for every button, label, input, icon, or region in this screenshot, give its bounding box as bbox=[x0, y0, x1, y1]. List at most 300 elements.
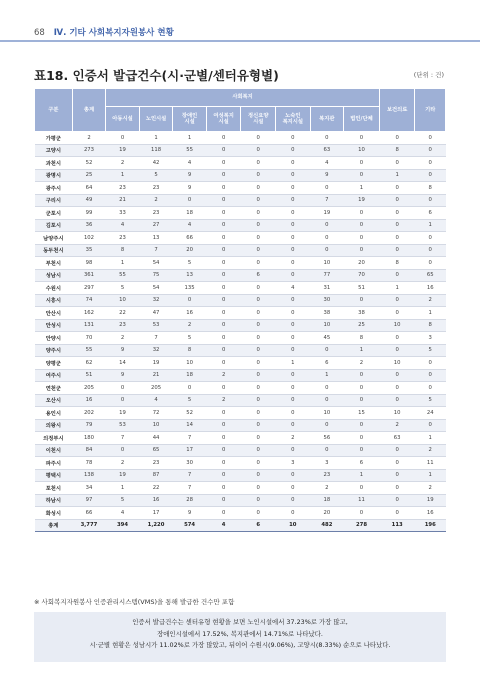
value-cell: 0 bbox=[276, 382, 311, 395]
table-row bbox=[35, 232, 446, 245]
value-cell: 1 bbox=[344, 344, 380, 357]
value-cell: 66 bbox=[173, 232, 207, 245]
region-cell: 의왕시 bbox=[35, 419, 73, 432]
page-header bbox=[34, 26, 174, 38]
value-cell: 66 bbox=[72, 507, 106, 520]
value-cell: 6 bbox=[241, 519, 276, 532]
value-cell: 0 bbox=[379, 157, 415, 170]
value-cell: 1 bbox=[106, 482, 140, 495]
value-cell: 47 bbox=[139, 307, 173, 320]
value-cell: 1 bbox=[139, 132, 173, 145]
value-cell: 23 bbox=[310, 469, 344, 482]
value-cell: 2 bbox=[72, 132, 106, 145]
value-cell: 0 bbox=[344, 369, 380, 382]
value-cell: 9 bbox=[173, 182, 207, 195]
value-cell: 0 bbox=[241, 507, 276, 520]
value-cell: 0 bbox=[276, 244, 311, 257]
value-cell: 8 bbox=[379, 257, 415, 270]
value-cell: 0 bbox=[415, 157, 446, 170]
region-cell: 구리시 bbox=[35, 194, 73, 207]
table-row bbox=[35, 144, 446, 157]
value-cell: 0 bbox=[415, 169, 446, 182]
value-cell: 0 bbox=[379, 507, 415, 520]
value-cell: 0 bbox=[344, 169, 380, 182]
value-cell: 0 bbox=[344, 419, 380, 432]
region-cell: 오산시 bbox=[35, 394, 73, 407]
value-cell: 0 bbox=[276, 207, 311, 220]
value-cell: 273 bbox=[72, 144, 106, 157]
table-row bbox=[35, 332, 446, 345]
value-cell: 3 bbox=[276, 457, 311, 470]
value-cell: 16 bbox=[415, 507, 446, 520]
value-cell: 0 bbox=[106, 132, 140, 145]
value-cell: 1 bbox=[106, 257, 140, 270]
value-cell: 2 bbox=[139, 194, 173, 207]
value-cell: 0 bbox=[206, 169, 241, 182]
value-cell: 54 bbox=[139, 257, 173, 270]
value-cell: 7 bbox=[173, 469, 207, 482]
region-cell: 양평군 bbox=[35, 357, 73, 370]
header-row-1 bbox=[35, 89, 446, 107]
value-cell: 0 bbox=[344, 232, 380, 245]
value-cell: 21 bbox=[106, 194, 140, 207]
value-cell: 0 bbox=[206, 307, 241, 320]
value-cell: 23 bbox=[106, 319, 140, 332]
value-cell: 8 bbox=[415, 319, 446, 332]
table-row bbox=[35, 432, 446, 445]
value-cell: 9 bbox=[106, 369, 140, 382]
value-cell: 5 bbox=[173, 332, 207, 345]
value-cell: 131 bbox=[72, 319, 106, 332]
value-cell: 0 bbox=[379, 482, 415, 495]
value-cell: 70 bbox=[72, 332, 106, 345]
value-cell: 0 bbox=[206, 232, 241, 245]
value-cell: 34 bbox=[72, 482, 106, 495]
value-cell: 0 bbox=[415, 357, 446, 370]
table-row bbox=[35, 382, 446, 395]
value-cell: 9 bbox=[173, 507, 207, 520]
value-cell: 118 bbox=[139, 144, 173, 157]
value-cell: 4 bbox=[106, 219, 140, 232]
value-cell: 0 bbox=[415, 419, 446, 432]
value-cell: 0 bbox=[241, 482, 276, 495]
value-cell: 0 bbox=[206, 419, 241, 432]
value-cell: 23 bbox=[139, 457, 173, 470]
header-health: 보건의료 bbox=[379, 89, 415, 132]
table-row bbox=[35, 207, 446, 220]
table-row bbox=[35, 457, 446, 470]
value-cell: 0 bbox=[415, 132, 446, 145]
value-cell: 33 bbox=[106, 207, 140, 220]
value-cell: 0 bbox=[241, 457, 276, 470]
value-cell: 14 bbox=[106, 357, 140, 370]
value-cell: 38 bbox=[310, 307, 344, 320]
value-cell: 0 bbox=[344, 507, 380, 520]
page-number: 68 bbox=[34, 28, 45, 38]
value-cell: 1 bbox=[344, 182, 380, 195]
value-cell: 9 bbox=[106, 344, 140, 357]
value-cell: 0 bbox=[276, 419, 311, 432]
table-row bbox=[35, 494, 446, 507]
value-cell: 4 bbox=[139, 394, 173, 407]
region-cell: 화성시 bbox=[35, 507, 73, 520]
value-cell: 0 bbox=[241, 307, 276, 320]
table-row bbox=[35, 444, 446, 457]
value-cell: 0 bbox=[206, 282, 241, 295]
value-cell: 0 bbox=[344, 294, 380, 307]
value-cell: 16 bbox=[72, 394, 106, 407]
value-cell: 1 bbox=[415, 469, 446, 482]
table-total-row bbox=[35, 519, 446, 532]
value-cell: 8 bbox=[173, 344, 207, 357]
value-cell: 180 bbox=[72, 432, 106, 445]
header-welfare-col: 노숙인 복지시설 bbox=[276, 107, 311, 132]
unit-label: (단위 : 건) bbox=[413, 71, 444, 79]
value-cell: 24 bbox=[415, 407, 446, 420]
value-cell: 0 bbox=[276, 319, 311, 332]
value-cell: 0 bbox=[379, 457, 415, 470]
value-cell: 0 bbox=[379, 332, 415, 345]
value-cell: 19 bbox=[310, 207, 344, 220]
value-cell: 8 bbox=[415, 182, 446, 195]
value-cell: 1,220 bbox=[139, 519, 173, 532]
table-row bbox=[35, 269, 446, 282]
value-cell: 75 bbox=[139, 269, 173, 282]
value-cell: 20 bbox=[173, 244, 207, 257]
value-cell: 5 bbox=[106, 494, 140, 507]
value-cell: 297 bbox=[72, 282, 106, 295]
value-cell: 0 bbox=[173, 194, 207, 207]
value-cell: 0 bbox=[344, 444, 380, 457]
value-cell: 19 bbox=[415, 494, 446, 507]
summary-line: 인증서 발급건수는 센터유형 현황을 보면 노인시설에서 37.23%로 가장 많고, bbox=[132, 618, 348, 626]
value-cell: 5 bbox=[415, 344, 446, 357]
value-cell: 0 bbox=[276, 257, 311, 270]
value-cell: 0 bbox=[379, 294, 415, 307]
value-cell: 0 bbox=[415, 382, 446, 395]
value-cell: 0 bbox=[241, 432, 276, 445]
value-cell: 0 bbox=[206, 182, 241, 195]
value-cell: 0 bbox=[206, 332, 241, 345]
value-cell: 0 bbox=[344, 157, 380, 170]
table-row bbox=[35, 369, 446, 382]
value-cell: 0 bbox=[241, 182, 276, 195]
value-cell: 0 bbox=[379, 344, 415, 357]
value-cell: 2 bbox=[206, 369, 241, 382]
value-cell: 7 bbox=[106, 432, 140, 445]
value-cell: 2 bbox=[206, 394, 241, 407]
value-cell: 0 bbox=[276, 169, 311, 182]
value-cell: 1 bbox=[106, 169, 140, 182]
value-cell: 2 bbox=[415, 294, 446, 307]
value-cell: 0 bbox=[206, 319, 241, 332]
table-row bbox=[35, 482, 446, 495]
summary-line: 장애인시설에서 17.52%, 복지관에서 14.71%로 나타났다. bbox=[157, 629, 323, 638]
value-cell: 55 bbox=[106, 269, 140, 282]
region-cell: 남양주시 bbox=[35, 232, 73, 245]
table-body bbox=[35, 132, 446, 532]
value-cell: 10 bbox=[173, 357, 207, 370]
value-cell: 0 bbox=[241, 469, 276, 482]
table-row bbox=[35, 407, 446, 420]
value-cell: 7 bbox=[310, 194, 344, 207]
value-cell: 10 bbox=[310, 319, 344, 332]
value-cell: 361 bbox=[72, 269, 106, 282]
value-cell: 0 bbox=[379, 494, 415, 507]
value-cell: 0 bbox=[415, 144, 446, 157]
value-cell: 0 bbox=[276, 269, 311, 282]
value-cell: 0 bbox=[379, 444, 415, 457]
value-cell: 0 bbox=[206, 294, 241, 307]
value-cell: 0 bbox=[276, 332, 311, 345]
header-welfare-col: 법인/단체 bbox=[344, 107, 380, 132]
header-welfare-col: 여성복지 시설 bbox=[206, 107, 241, 132]
value-cell: 97 bbox=[72, 494, 106, 507]
value-cell: 0 bbox=[206, 144, 241, 157]
value-cell: 63 bbox=[379, 432, 415, 445]
value-cell: 35 bbox=[72, 244, 106, 257]
value-cell: 19 bbox=[106, 469, 140, 482]
value-cell: 0 bbox=[379, 132, 415, 145]
value-cell: 0 bbox=[241, 344, 276, 357]
value-cell: 0 bbox=[415, 257, 446, 270]
value-cell: 4 bbox=[276, 282, 311, 295]
value-cell: 0 bbox=[241, 319, 276, 332]
value-cell: 394 bbox=[106, 519, 140, 532]
value-cell: 16 bbox=[415, 282, 446, 295]
value-cell: 0 bbox=[379, 182, 415, 195]
value-cell: 87 bbox=[139, 469, 173, 482]
value-cell: 49 bbox=[72, 194, 106, 207]
value-cell: 27 bbox=[139, 219, 173, 232]
value-cell: 16 bbox=[173, 307, 207, 320]
value-cell: 0 bbox=[310, 419, 344, 432]
value-cell: 20 bbox=[310, 507, 344, 520]
value-cell: 0 bbox=[206, 457, 241, 470]
value-cell: 65 bbox=[415, 269, 446, 282]
value-cell: 13 bbox=[139, 232, 173, 245]
value-cell: 205 bbox=[72, 382, 106, 395]
value-cell: 0 bbox=[344, 219, 380, 232]
value-cell: 0 bbox=[206, 244, 241, 257]
value-cell: 4 bbox=[106, 507, 140, 520]
value-cell: 19 bbox=[139, 357, 173, 370]
value-cell: 0 bbox=[344, 482, 380, 495]
value-cell: 0 bbox=[276, 144, 311, 157]
value-cell: 52 bbox=[173, 407, 207, 420]
value-cell: 53 bbox=[139, 319, 173, 332]
value-cell: 62 bbox=[72, 357, 106, 370]
value-cell: 10 bbox=[310, 257, 344, 270]
value-cell: 0 bbox=[173, 294, 207, 307]
region-cell: 동두천시 bbox=[35, 244, 73, 257]
region-cell: 이천시 bbox=[35, 444, 73, 457]
value-cell: 0 bbox=[206, 157, 241, 170]
value-cell: 78 bbox=[72, 457, 106, 470]
value-cell: 2 bbox=[173, 319, 207, 332]
value-cell: 0 bbox=[241, 132, 276, 145]
value-cell: 0 bbox=[276, 369, 311, 382]
table-row bbox=[35, 307, 446, 320]
table-row bbox=[35, 294, 446, 307]
value-cell: 0 bbox=[241, 444, 276, 457]
value-cell: 0 bbox=[206, 132, 241, 145]
value-cell: 28 bbox=[173, 494, 207, 507]
table-title: 표18. 인증서 발급건수(시·군별/센터유형별) bbox=[34, 68, 279, 83]
value-cell: 162 bbox=[72, 307, 106, 320]
value-cell: 23 bbox=[139, 207, 173, 220]
value-cell: 6 bbox=[344, 457, 380, 470]
value-cell: 0 bbox=[206, 257, 241, 270]
value-cell: 278 bbox=[344, 519, 380, 532]
value-cell: 0 bbox=[276, 219, 311, 232]
value-cell: 0 bbox=[379, 269, 415, 282]
value-cell: 45 bbox=[310, 332, 344, 345]
value-cell: 135 bbox=[173, 282, 207, 295]
value-cell: 0 bbox=[241, 244, 276, 257]
table-row bbox=[35, 394, 446, 407]
value-cell: 98 bbox=[72, 257, 106, 270]
value-cell: 0 bbox=[241, 257, 276, 270]
value-cell: 202 bbox=[72, 407, 106, 420]
region-cell: 군포시 bbox=[35, 207, 73, 220]
value-cell: 23 bbox=[106, 182, 140, 195]
value-cell: 19 bbox=[106, 407, 140, 420]
value-cell: 0 bbox=[415, 369, 446, 382]
value-cell: 0 bbox=[379, 369, 415, 382]
value-cell: 0 bbox=[276, 444, 311, 457]
value-cell: 0 bbox=[241, 157, 276, 170]
value-cell: 0 bbox=[241, 207, 276, 220]
value-cell: 44 bbox=[139, 432, 173, 445]
value-cell: 0 bbox=[206, 494, 241, 507]
value-cell: 0 bbox=[415, 232, 446, 245]
summary-line: 시·군별 현황은 성남시가 11.02%로 가장 많았고, 뒤이어 수원시(9.06%), 고양시(8.33%) 순으로 나타났다. bbox=[89, 641, 391, 649]
table-row bbox=[35, 357, 446, 370]
value-cell: 9 bbox=[173, 169, 207, 182]
value-cell: 15 bbox=[344, 407, 380, 420]
value-cell: 1 bbox=[379, 169, 415, 182]
value-cell: 32 bbox=[139, 344, 173, 357]
value-cell: 0 bbox=[206, 432, 241, 445]
value-cell: 0 bbox=[276, 294, 311, 307]
header-welfare-col: 아동시설 bbox=[106, 107, 140, 132]
value-cell: 0 bbox=[206, 269, 241, 282]
header-total: 총계 bbox=[72, 89, 106, 132]
region-cell: 안양시 bbox=[35, 332, 73, 345]
value-cell: 0 bbox=[206, 444, 241, 457]
value-cell: 0 bbox=[241, 382, 276, 395]
value-cell: 0 bbox=[241, 294, 276, 307]
value-cell: 6 bbox=[241, 269, 276, 282]
header-region: 구분 bbox=[35, 89, 73, 132]
value-cell: 0 bbox=[379, 219, 415, 232]
value-cell: 2 bbox=[344, 357, 380, 370]
value-cell: 18 bbox=[310, 494, 344, 507]
value-cell: 4 bbox=[173, 219, 207, 232]
value-cell: 13 bbox=[173, 269, 207, 282]
value-cell: 0 bbox=[206, 382, 241, 395]
value-cell: 0 bbox=[241, 282, 276, 295]
value-cell: 0 bbox=[276, 132, 311, 145]
value-cell: 7 bbox=[173, 482, 207, 495]
value-cell: 8 bbox=[379, 144, 415, 157]
value-cell: 0 bbox=[379, 207, 415, 220]
value-cell: 72 bbox=[139, 407, 173, 420]
value-cell: 0 bbox=[276, 507, 311, 520]
value-cell: 18 bbox=[173, 207, 207, 220]
value-cell: 574 bbox=[173, 519, 207, 532]
value-cell: 6 bbox=[310, 357, 344, 370]
table-row bbox=[35, 194, 446, 207]
value-cell: 0 bbox=[241, 219, 276, 232]
value-cell: 205 bbox=[139, 382, 173, 395]
value-cell: 8 bbox=[106, 244, 140, 257]
value-cell: 2 bbox=[310, 482, 344, 495]
value-cell: 64 bbox=[72, 182, 106, 195]
value-cell: 10 bbox=[276, 519, 311, 532]
value-cell: 10 bbox=[106, 294, 140, 307]
value-cell: 0 bbox=[344, 207, 380, 220]
value-cell: 102 bbox=[72, 232, 106, 245]
region-cell: 고양시 bbox=[35, 144, 73, 157]
value-cell: 0 bbox=[241, 407, 276, 420]
value-cell: 22 bbox=[139, 482, 173, 495]
value-cell: 2 bbox=[379, 419, 415, 432]
table-row bbox=[35, 132, 446, 145]
value-cell: 0 bbox=[310, 444, 344, 457]
value-cell: 0 bbox=[241, 144, 276, 157]
header-welfare-col: 노인시설 bbox=[139, 107, 173, 132]
table-row bbox=[35, 157, 446, 170]
value-cell: 0 bbox=[241, 169, 276, 182]
value-cell: 1 bbox=[344, 469, 380, 482]
value-cell: 0 bbox=[379, 469, 415, 482]
value-cell: 0 bbox=[310, 182, 344, 195]
region-cell: 평택시 bbox=[35, 469, 73, 482]
value-cell: 21 bbox=[139, 369, 173, 382]
value-cell: 70 bbox=[344, 269, 380, 282]
value-cell: 138 bbox=[72, 469, 106, 482]
value-cell: 0 bbox=[379, 382, 415, 395]
value-cell: 0 bbox=[206, 219, 241, 232]
value-cell: 0 bbox=[276, 469, 311, 482]
value-cell: 32 bbox=[139, 294, 173, 307]
value-cell: 0 bbox=[241, 419, 276, 432]
value-cell: 6 bbox=[415, 207, 446, 220]
value-cell: 2 bbox=[276, 432, 311, 445]
value-cell: 23 bbox=[106, 232, 140, 245]
value-cell: 10 bbox=[310, 407, 344, 420]
value-cell: 30 bbox=[310, 294, 344, 307]
value-cell: 0 bbox=[276, 157, 311, 170]
value-cell: 63 bbox=[310, 144, 344, 157]
region-cell: 안성시 bbox=[35, 319, 73, 332]
value-cell: 0 bbox=[379, 307, 415, 320]
value-cell: 5 bbox=[173, 257, 207, 270]
region-cell: 안산시 bbox=[35, 307, 73, 320]
value-cell: 0 bbox=[276, 307, 311, 320]
region-cell: 하남시 bbox=[35, 494, 73, 507]
value-cell: 54 bbox=[139, 282, 173, 295]
value-cell: 10 bbox=[379, 319, 415, 332]
value-cell: 0 bbox=[310, 344, 344, 357]
value-cell: 52 bbox=[72, 157, 106, 170]
region-cell: 양주시 bbox=[35, 344, 73, 357]
value-cell: 11 bbox=[344, 494, 380, 507]
header-welfare-col: 정신요양 시설 bbox=[241, 107, 276, 132]
region-cell: 과천시 bbox=[35, 157, 73, 170]
